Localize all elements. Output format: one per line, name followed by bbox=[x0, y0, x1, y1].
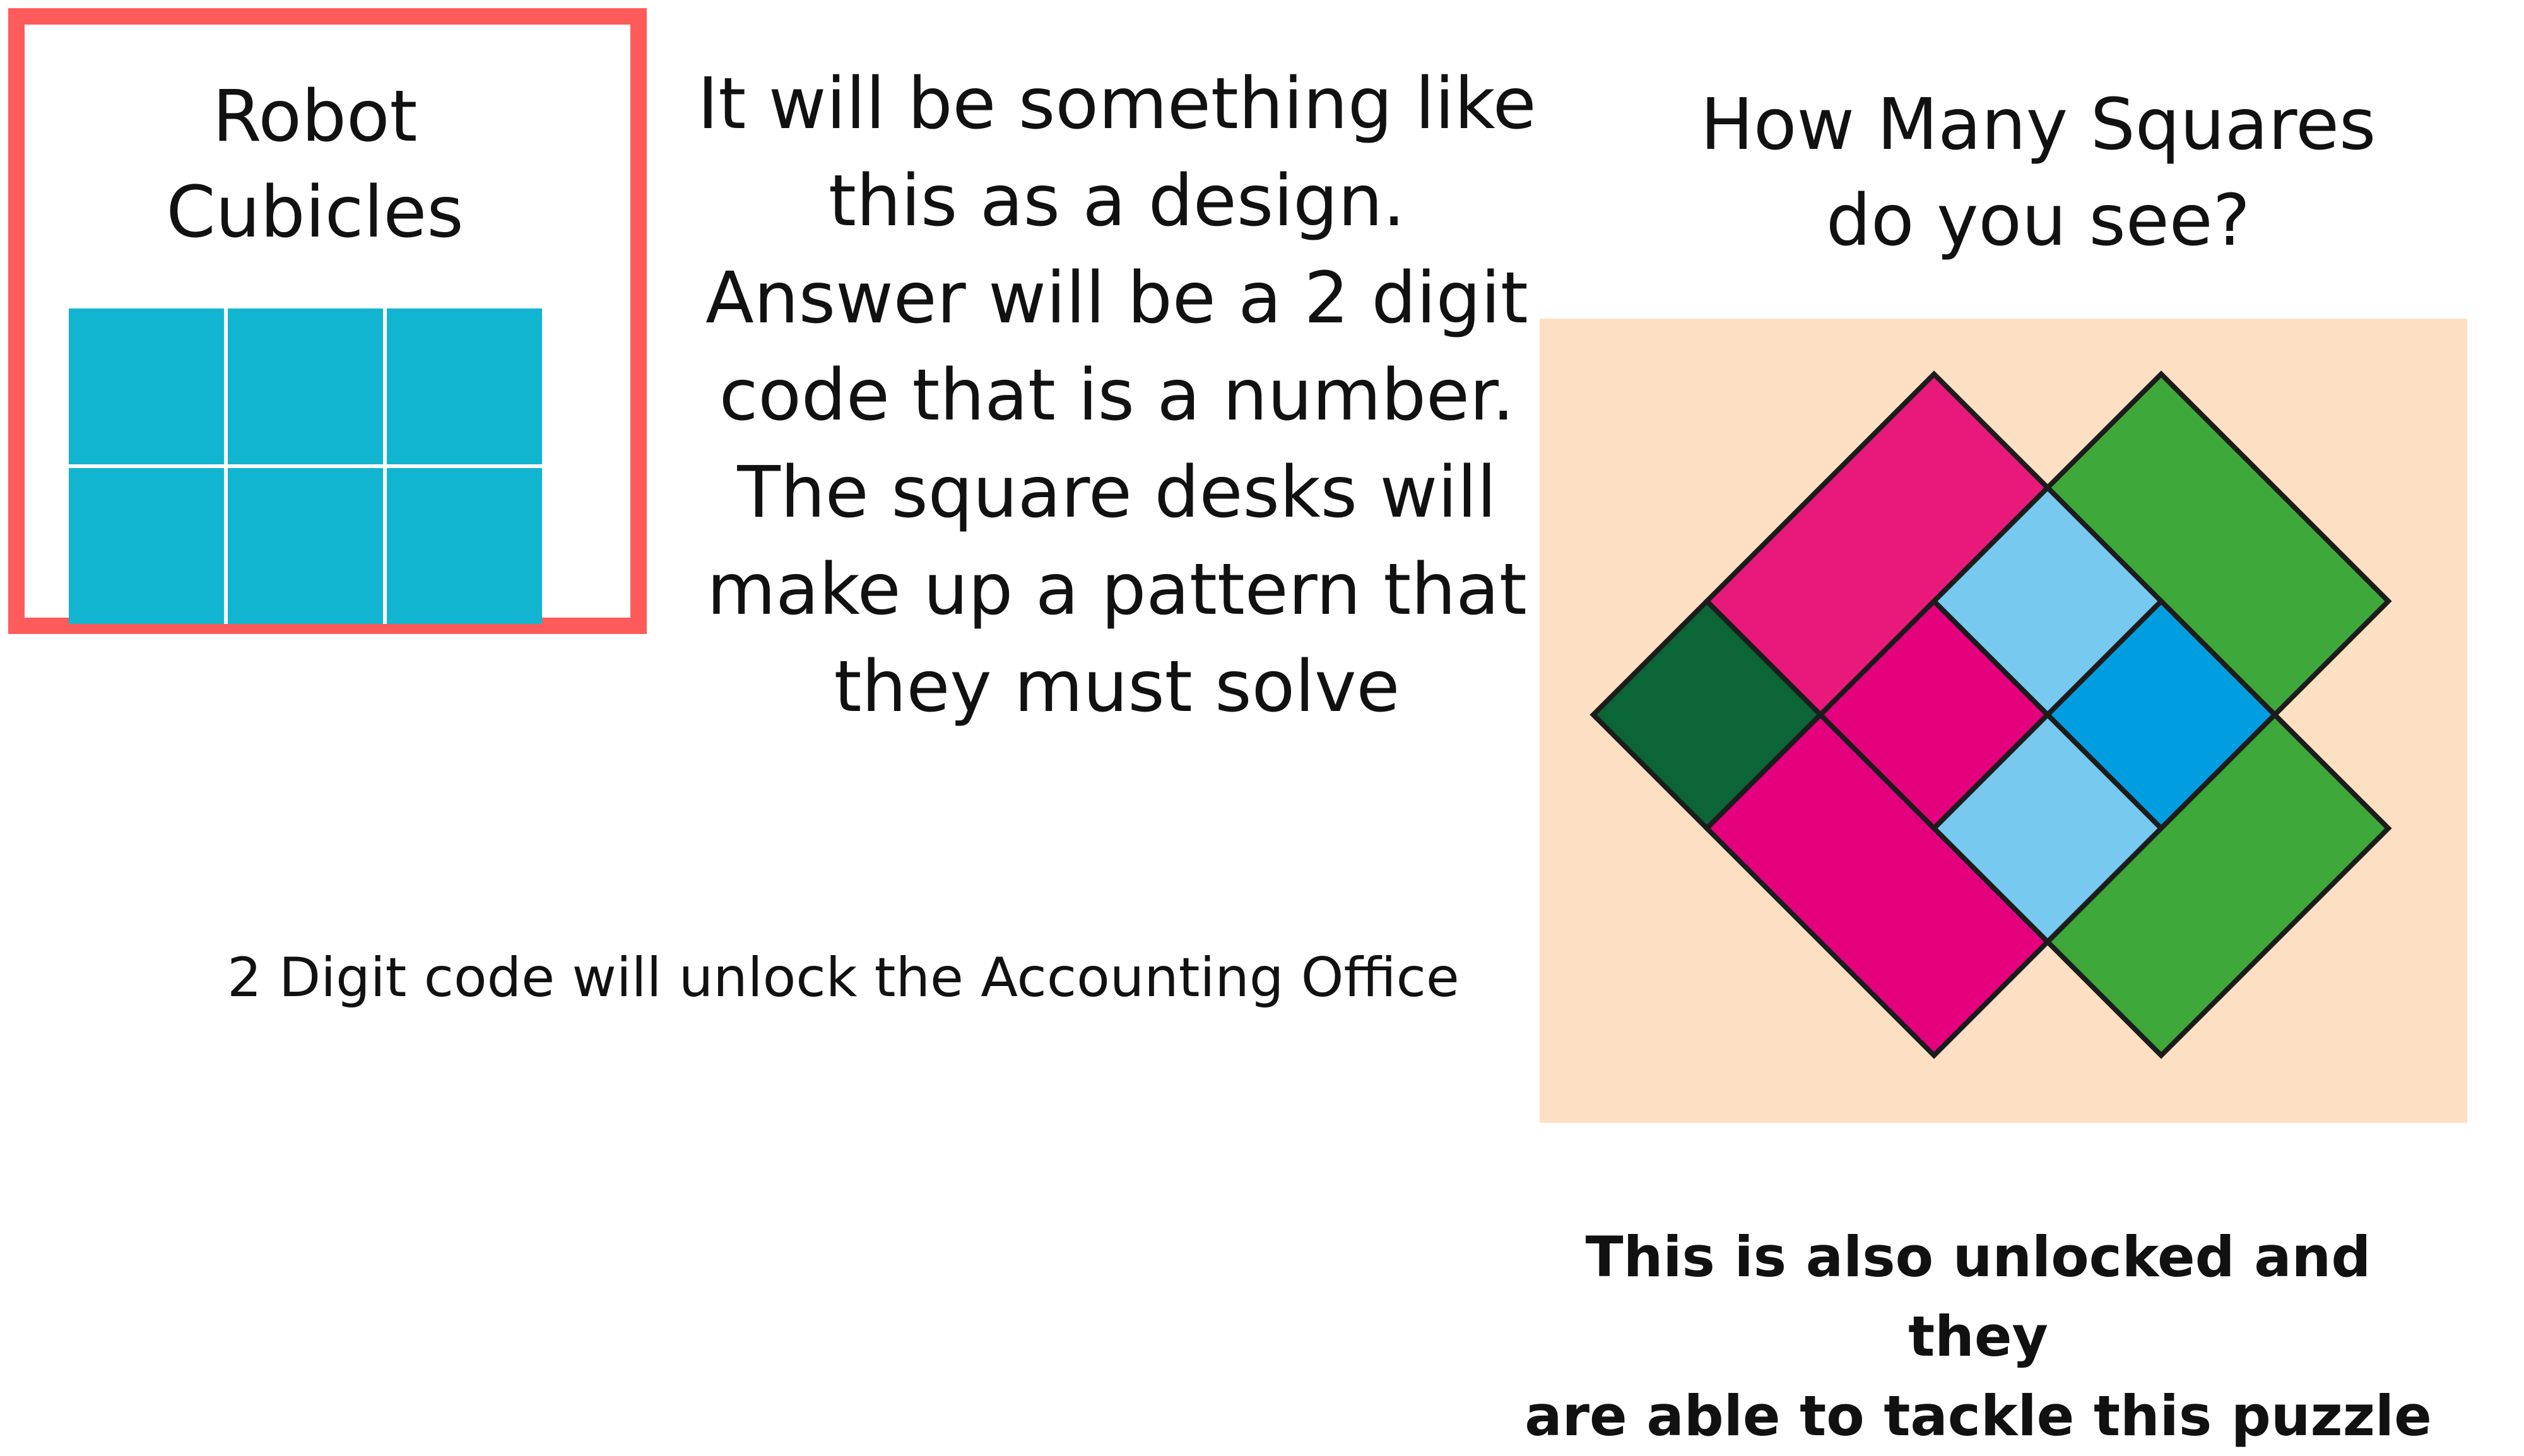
puzzle-unlocked-note: This is also unlocked and they are able to tackle this puzzle bbox=[1524, 1224, 2432, 1448]
accounting-office-unlock-note: 2 Digit code will unlock the Accounting Office bbox=[227, 946, 1460, 1009]
robot-cubicles-panel bbox=[8, 8, 647, 634]
cubicle-desk bbox=[387, 308, 542, 464]
puzzle-question-title: How Many Squares do you see? bbox=[1700, 84, 2376, 262]
robot-cubicles-title: Robot Cubicles bbox=[166, 76, 464, 254]
cubicle-desk-grid bbox=[69, 308, 542, 624]
cubicle-desk bbox=[228, 468, 383, 624]
squares-puzzle-illustration bbox=[1540, 319, 2467, 1123]
design-instructions: It will be something like this as a design. Answer will be a 2 digit code that is a number. The square desks will make up a pattern that they must solve bbox=[697, 63, 1536, 728]
cubicle-desk bbox=[387, 468, 542, 624]
cubicle-desk bbox=[69, 468, 224, 624]
cubicle-desk bbox=[228, 308, 383, 464]
cubicle-desk bbox=[69, 308, 224, 464]
how-many-squares-puzzle bbox=[1540, 319, 2467, 1123]
